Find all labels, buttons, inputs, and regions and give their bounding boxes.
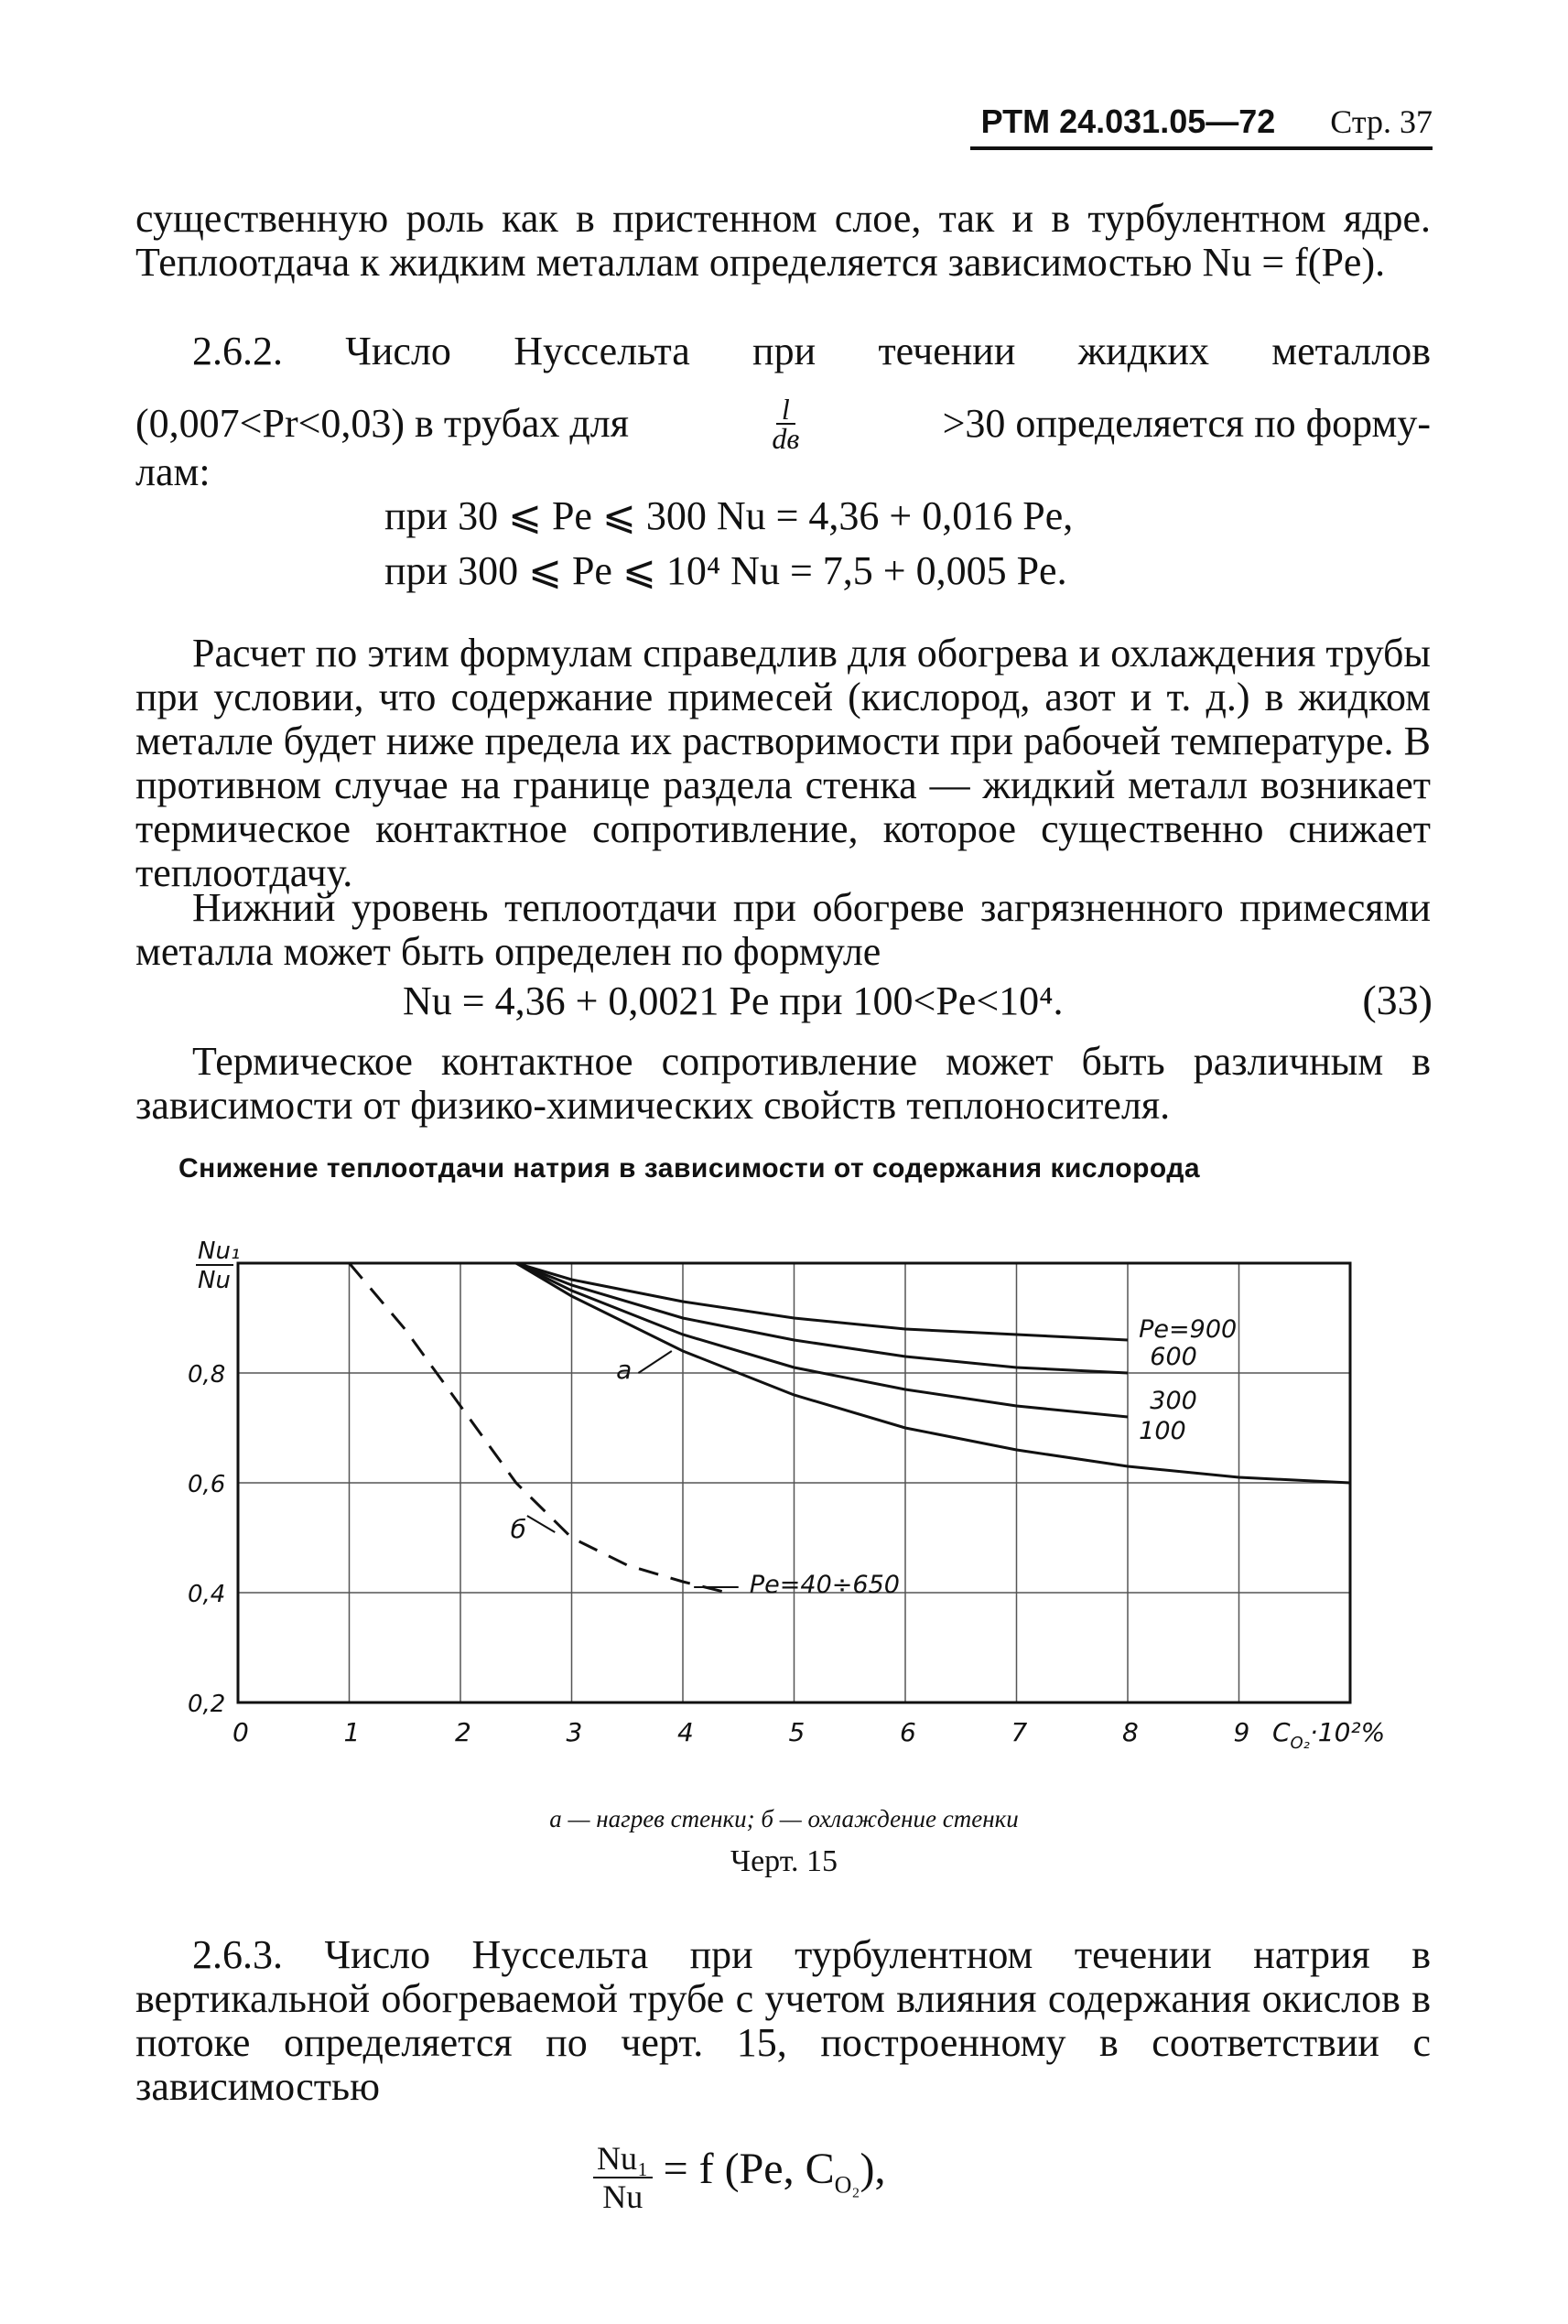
x-tick-label: 3: [566, 1717, 583, 1747]
nu-ratio-fraction: [593, 2140, 653, 2215]
x-tick-label: 8: [1122, 1717, 1139, 1747]
paragraph-2-line-3: лам:: [135, 449, 211, 494]
fraction-l-over-d: [772, 393, 800, 455]
x-tick-label: 0: [232, 1717, 249, 1747]
y-tick-label: 0,6: [188, 1471, 226, 1498]
paragraph-4: Нижний уровень теплоотдачи при обогреве загрязненного примесями металла может быть определен по формуле: [135, 885, 1431, 974]
series-label: Pe=40÷650: [749, 1571, 900, 1599]
formula-33: Nu = 4,36 + 0,0021 Pe при 100<Pe<10⁴.: [403, 978, 1064, 1023]
series-label: 600: [1150, 1343, 1197, 1371]
y-axis-label-denominator: Nu: [198, 1267, 231, 1294]
x-tick-label: 4: [677, 1717, 694, 1747]
nu-ratio-subscript: O₂: [834, 2171, 860, 2199]
x-tick-label: 6: [900, 1717, 916, 1747]
formula-nu-ratio: [593, 2140, 885, 2215]
nu-ratio-numerator: Nu₁: [593, 2140, 653, 2178]
paragraph-3: Расчет по этим формулам справедлив для обогрева и охлаждения трубы при условии, что содержание примесей (кислород, азот и т. д.) в жидком металле будет ниже предела их растворимости при рабочей температуре. В противном случае на границе раздела стенка — жидкий металл возникает термическое контактное сопротивление, которое существенно снижает теплоотдачу.: [135, 631, 1431, 895]
annotation-b: б: [510, 1514, 526, 1544]
x-tick-label: 9: [1233, 1717, 1250, 1747]
x-tick-label: 5: [788, 1717, 806, 1747]
oxygen-nusselt-chart: [183, 1240, 1400, 1780]
document-id: РТМ 24.031.05—72: [980, 103, 1276, 140]
y-tick-label: 0,8: [188, 1361, 226, 1389]
page-number: Стр. 37: [1330, 103, 1433, 140]
figure-title: Снижение теплоотдачи натрия в зависимости от содержания кислорода: [178, 1153, 1201, 1184]
paragraph-5: Термическое контактное сопротивление может быть различным в зависимости от физико-химических свойств теплоносителя.: [135, 1039, 1431, 1128]
nu-ratio-denominator: Nu: [602, 2178, 643, 2215]
series-label: 300: [1150, 1387, 1197, 1415]
fraction-denominator: dв: [772, 422, 800, 455]
paragraph-2-part-b: >30 определяется по форму-: [942, 401, 1431, 446]
formula-2: при 300 ⩽ Pe ⩽ 10⁴ Nu = 7,5 + 0,005 Pe.: [384, 548, 1067, 593]
paragraph-2-line-1: 2.6.2. Число Нуссельта при течении жидких металлов: [192, 329, 1431, 373]
x-tick-label: 1: [343, 1717, 361, 1747]
nu-ratio-function: = f (Pe, C: [663, 2145, 835, 2194]
figure-number-caption: Черт. 15: [730, 1844, 838, 1878]
paragraph-2-line-2: [135, 393, 1431, 455]
series-label: 100: [1139, 1417, 1186, 1445]
paragraph-1: существенную роль как в пристенном слое, так и в турбулентном ядре. Теплоотдача к жидким металлам определяется зависимостью Nu = f(Pe).: [135, 196, 1431, 285]
series-line-0: [471, 1263, 1128, 1340]
paragraph-6: 2.6.3. Число Нуссельта при турбулентном течении натрия в вертикальной обогреваемой трубе с учетом влияния содержания окислов в потоке определяется по черт. 15, построенному в соответствии с зависимостью: [135, 1932, 1431, 2109]
nu-ratio-rhs: [664, 2147, 886, 2208]
formula-1: при 30 ⩽ Pe ⩽ 300 Nu = 4,36 + 0,016 Pe,: [384, 493, 1074, 538]
annotation-a-leader: [638, 1351, 671, 1373]
x-axis-label: $C_{O_2}\cdot 10^2\%$: [1271, 1717, 1386, 1753]
x-tick-label: 2: [455, 1717, 471, 1747]
series-label: Pe=900: [1139, 1315, 1238, 1344]
annotation-b-leader: [527, 1516, 555, 1532]
fraction-numerator: l: [776, 395, 795, 425]
equation-number-33: (33): [1362, 977, 1433, 1023]
nu-ratio-close: ),: [860, 2145, 886, 2194]
figure-legend-caption: а — нагрев стенки; б — охлаждение стенки: [549, 1805, 1019, 1832]
series-line-4: [350, 1263, 728, 1593]
x-tick-label: 7: [1011, 1717, 1028, 1747]
y-tick-label: 0,2: [188, 1691, 226, 1718]
y-axis-label-numerator: Nu₁: [198, 1240, 241, 1265]
paragraph-2-part-a: (0,007<Pr<0,03) в трубах для: [135, 401, 629, 446]
page-header: [970, 103, 1433, 150]
annotation-a: а: [616, 1355, 633, 1385]
y-tick-label: 0,4: [188, 1581, 226, 1608]
